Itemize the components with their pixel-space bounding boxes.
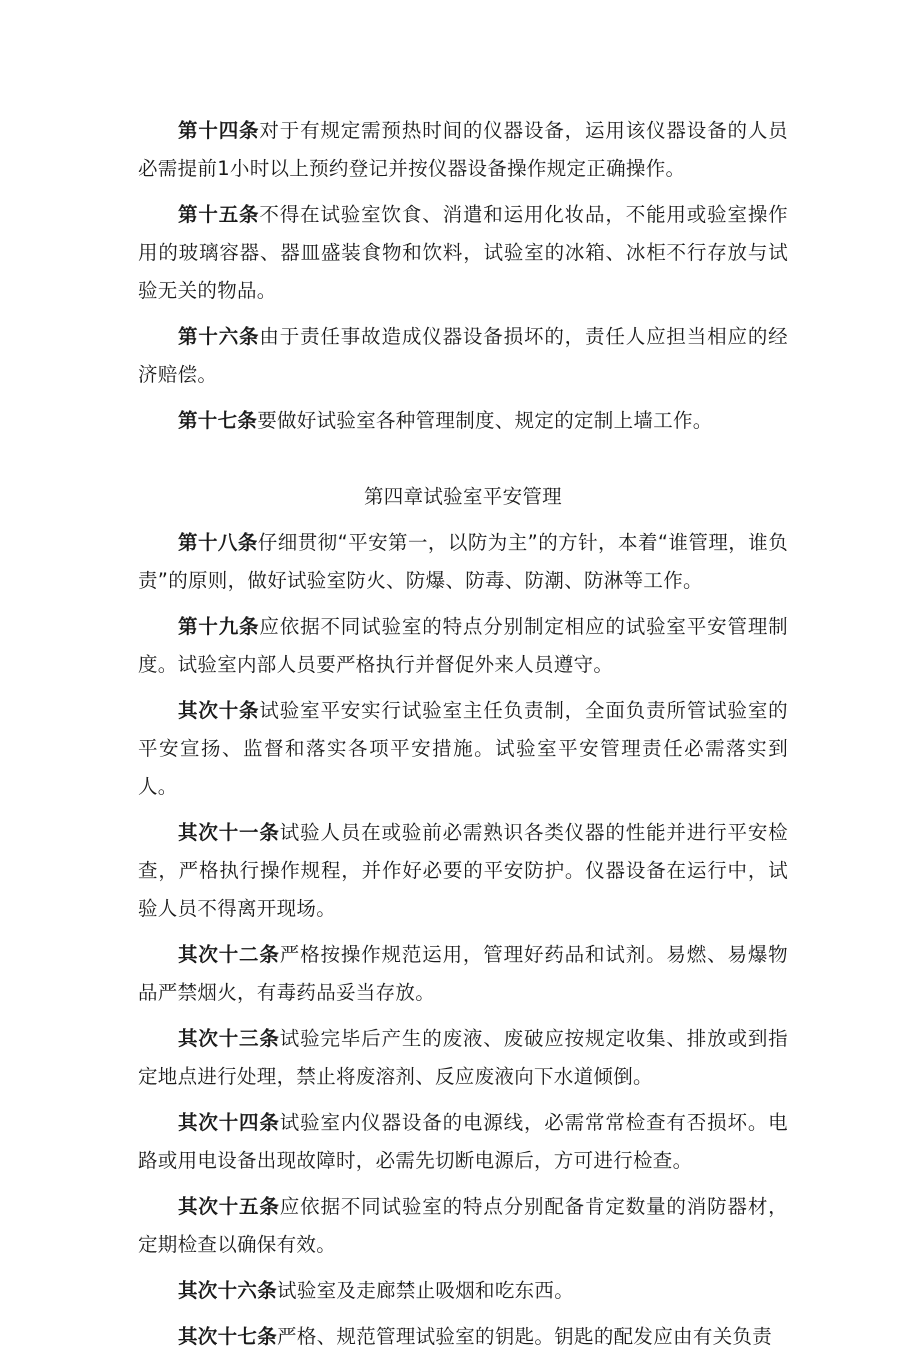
article-19: [138, 608, 788, 684]
article-number: 其次十七条: [178, 1325, 278, 1348]
article-15: [138, 196, 788, 310]
article-number: 第十八条: [178, 531, 258, 554]
spacer: [138, 1310, 788, 1318]
spacer: [138, 1096, 788, 1104]
article-number: 其次十一条: [178, 821, 280, 844]
chapter-title: 第四章试验室平安管理: [363, 485, 562, 508]
article-number: 其次十四条: [178, 1111, 280, 1134]
article-27: [138, 1318, 788, 1356]
spacer: [138, 1012, 788, 1020]
article-number: 其次十五条: [178, 1195, 280, 1218]
spacer: [138, 310, 788, 318]
article-23: [138, 1020, 788, 1096]
article-26: [138, 1272, 788, 1310]
article-16: [138, 318, 788, 394]
document-body: [138, 112, 788, 1356]
spacer: [138, 1180, 788, 1188]
spacer: [138, 188, 788, 196]
article-25: [138, 1188, 788, 1264]
article-number: 第十五条: [178, 203, 260, 226]
article-text: 由于责任事故造成仪器设备损坏的，责任人应担当相应的经济赔偿。: [138, 325, 788, 386]
article-text: 试验室及走廊禁止吸烟和吃东西。: [277, 1279, 575, 1302]
article-number: 第十六条: [178, 325, 260, 348]
article-20: [138, 692, 788, 806]
article-number: 其次十三条: [178, 1027, 280, 1050]
article-text: 不得在试验室饮食、消遣和运用化妆品，不能用或验室操作用的玻璃容器、器皿盛装食物和饮料，试验室的冰箱、冰柜不行存放与试验无关的物品。: [138, 203, 788, 302]
article-17: [138, 402, 788, 440]
article-text: 仔细贯彻“平安第一，以防为主”的方针，本着“谁管理，谁负责”的原则，做好试验室防火、防爆、防毒、防潮、防淋等工作。: [138, 531, 788, 592]
spacer: [138, 928, 788, 936]
article-number: 其次十条: [178, 699, 260, 722]
article-18: [138, 524, 788, 600]
article-number: 其次十二条: [178, 943, 280, 966]
article-number: 第十九条: [178, 615, 260, 638]
spacer: [138, 1264, 788, 1272]
article-text: 对于有规定需预热时间的仪器设备，运用该仪器设备的人员必需提前1小时以上预约登记并按仪器设备操作规定正确操作。: [138, 119, 788, 180]
article-text: 应依据不同试验室的特点分别制定相应的试验室平安管理制度。试验室内部人员要严格执行并督促外来人员遵守。: [138, 615, 788, 676]
spacer: [138, 806, 788, 814]
article-number: 第十四条: [178, 119, 260, 142]
article-text: 要做好试验室各种管理制度、规定的定制上墙工作。: [257, 409, 713, 432]
spacer: [138, 394, 788, 402]
article-24: [138, 1104, 788, 1180]
spacer: [138, 516, 788, 524]
article-text: 应依据不同试验室的特点分别配备肯定数量的消防器材，定期检查以确保有效。: [138, 1195, 788, 1256]
article-14: [138, 112, 788, 188]
article-number: 第十七条: [178, 409, 258, 432]
spacer: [138, 440, 788, 478]
article-text: 严格、规范管理试验室的钥匙。钥匙的配发应由有关负责: [277, 1325, 773, 1348]
article-text: 试验人员在或验前必需熟识各类仪器的性能并进行平安检查，严格执行操作规程，并作好必要的平安防护。仪器设备在运行中，试验人员不得离开现场。: [138, 821, 788, 920]
article-text: 试验完毕后产生的废液、废破应按规定收集、排放或到指定地点进行处理，禁止将废溶剂、反应废液向下水道倾倒。: [138, 1027, 788, 1088]
article-number: 其次十六条: [178, 1279, 278, 1302]
spacer: [138, 600, 788, 608]
article-text: 试验室平安实行试验室主任负责制，全面负责所管试验室的平安宣扬、监督和落实各项平安措施。试验室平安管理责任必需落实到人。: [138, 699, 788, 798]
article-text: 严格按操作规范运用，管理好药品和试剂。易燃、易爆物品严禁烟火，有毒药品妥当存放。: [138, 943, 788, 1004]
article-text: 试验室内仪器设备的电源线，必需常常检查有否损坏。电路或用电设备出现故障时，必需先切断电源后，方可进行检查。: [138, 1111, 788, 1172]
spacer: [138, 684, 788, 692]
article-22: [138, 936, 788, 1012]
article-21: [138, 814, 788, 928]
